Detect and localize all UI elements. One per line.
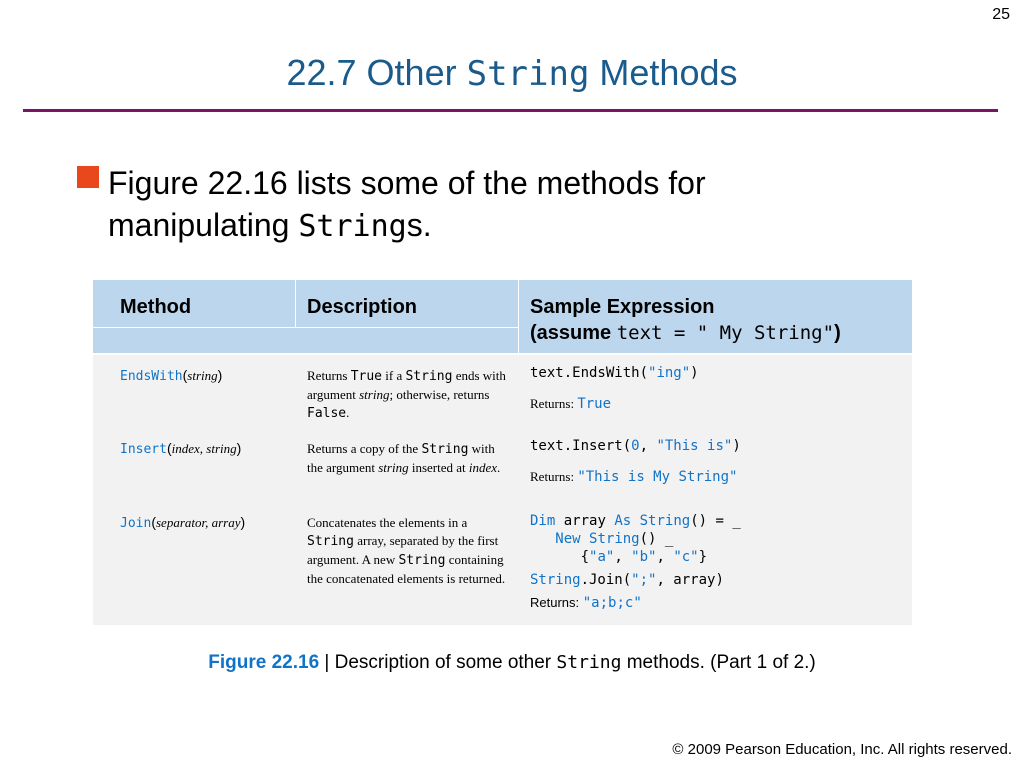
returns-value: "a;b;c" (582, 595, 642, 611)
title-text-before: 22.7 Other (286, 52, 467, 93)
returns-label: Returns: (530, 595, 583, 610)
text-segment: ";" (631, 572, 657, 588)
text-segment (631, 513, 639, 529)
sample-code-line (530, 548, 905, 566)
method-signature (120, 367, 222, 385)
text-segment (581, 531, 589, 547)
figure-caption (0, 652, 1024, 674)
text-segment: "a" (589, 549, 615, 565)
bullet-text-before: Figure 22.16 lists some of the methods for manipulating (108, 165, 706, 243)
caption-code: String (556, 652, 622, 673)
method-paren: ) (217, 367, 223, 383)
header-sample-code: text = " My String" (616, 322, 835, 344)
text-segment: , (656, 549, 674, 565)
method-name: EndsWith (120, 369, 183, 384)
sample-code (530, 437, 905, 455)
text-segment: string (378, 460, 409, 475)
header-sample-line1: Sample Expression (530, 296, 715, 318)
sample-code-line (530, 571, 905, 589)
sample-expression (530, 364, 905, 413)
text-segment: () _ (639, 531, 674, 547)
text-segment: inserted at (408, 460, 469, 475)
method-signature (120, 440, 241, 458)
text-segment: . (346, 405, 350, 420)
returns-label: Returns: (530, 469, 578, 484)
returns-line (530, 594, 905, 612)
method-description (307, 514, 507, 588)
caption-label: Figure 22.16 (208, 652, 320, 673)
text-segment: , (614, 549, 632, 565)
method-name: Insert (120, 442, 167, 457)
bullet-text-after: s. (406, 207, 432, 243)
header-sample-before: (assume (530, 322, 617, 344)
text-segment: String (530, 572, 581, 588)
method-name: Join (120, 516, 152, 531)
sample-expression (530, 437, 905, 486)
text-segment: "This is" (656, 438, 733, 454)
returns-line (530, 395, 905, 413)
bullet-marker (77, 166, 99, 188)
text-segment: String (589, 531, 640, 547)
copyright-footer: © 2009 Pearson Education, Inc. All rights reserved. (672, 741, 1012, 758)
header-bottom-border (93, 353, 912, 355)
method-params: string (187, 368, 218, 383)
text-segment: with the argument (307, 441, 495, 475)
text-segment: containing the concatenated elements is returned. (307, 552, 506, 586)
method-params: index, string (171, 441, 237, 456)
text-segment: False (307, 406, 347, 421)
header-divider (295, 280, 296, 327)
text-segment: . (497, 460, 501, 475)
text-segment: () = _ (690, 513, 741, 529)
text-segment: array (555, 513, 615, 529)
text-segment: 0 (631, 438, 640, 454)
header-description: Description (307, 296, 418, 318)
sample-expression (530, 512, 905, 612)
text-segment: if a (382, 368, 406, 383)
method-signature (120, 514, 245, 532)
returns-line (530, 468, 905, 486)
header-sample-after: ) (834, 322, 841, 344)
text-segment: array, separated by the first argument. A new (307, 533, 499, 567)
text-segment: ) (732, 438, 741, 454)
text-segment: .Join( (580, 572, 632, 588)
text-segment: Dim (530, 513, 556, 529)
text-segment: text.Insert( (530, 438, 632, 454)
text-segment: { (530, 549, 590, 565)
text-segment: ends with argument (307, 368, 506, 402)
method-paren: ( (182, 367, 188, 383)
text-segment: "c" (673, 549, 699, 565)
sample-code-line (530, 530, 905, 548)
title-code: String (466, 54, 590, 94)
method-paren: ) (236, 440, 242, 456)
method-paren: ( (151, 514, 156, 530)
text-segment: text.EndsWith( (530, 365, 649, 381)
text-segment: New (555, 531, 581, 547)
text-segment: string (359, 387, 390, 402)
text-segment: , array) (656, 572, 724, 588)
text-segment: "b" (631, 549, 657, 565)
header-sample-line2 (530, 320, 841, 346)
text-segment: As (614, 513, 632, 529)
header-method: Method (120, 296, 192, 318)
caption-text-after: methods. (Part 1 of 2.) (621, 652, 816, 673)
slide-title (0, 52, 1024, 94)
bullet-text (108, 162, 868, 248)
returns-label: Returns: (530, 396, 578, 411)
text-segment: String (639, 513, 691, 529)
text-segment: } (698, 549, 708, 565)
text-segment: Concatenates the elements in a (307, 515, 468, 530)
sample-code (530, 364, 905, 382)
text-segment: String (307, 534, 354, 549)
header-divider (518, 280, 519, 353)
title-divider (23, 109, 998, 112)
text-segment: index (468, 460, 498, 475)
returns-value: "This is My String" (577, 469, 738, 485)
header-sample-expression (530, 294, 841, 346)
text-segment: String (421, 442, 469, 457)
slide-number: 25 (992, 6, 1010, 23)
methods-table (93, 280, 912, 625)
method-description (307, 440, 507, 477)
method-params: separator, array (155, 515, 241, 530)
text-segment: ; otherwise, returns (389, 387, 490, 402)
caption-text-before: | Description of some other (319, 652, 557, 673)
returns-value: True (577, 396, 612, 412)
text-segment: String (405, 369, 453, 384)
text-segment: , (639, 438, 657, 454)
sample-code-line (530, 512, 905, 530)
text-segment: String (398, 553, 446, 568)
text-segment: Returns (307, 368, 351, 383)
text-segment: ) (690, 365, 699, 381)
text-segment (530, 531, 555, 547)
title-text-after: Methods (589, 52, 738, 93)
text-segment: Returns a copy of the (307, 441, 422, 456)
method-paren: ) (240, 514, 246, 530)
table-header (93, 280, 912, 353)
text-segment: "ing" (648, 365, 691, 381)
method-paren: ( (166, 440, 172, 456)
bullet-code: String (298, 209, 407, 244)
text-segment: True (350, 369, 383, 384)
method-description (307, 367, 507, 423)
header-divider (93, 327, 518, 328)
